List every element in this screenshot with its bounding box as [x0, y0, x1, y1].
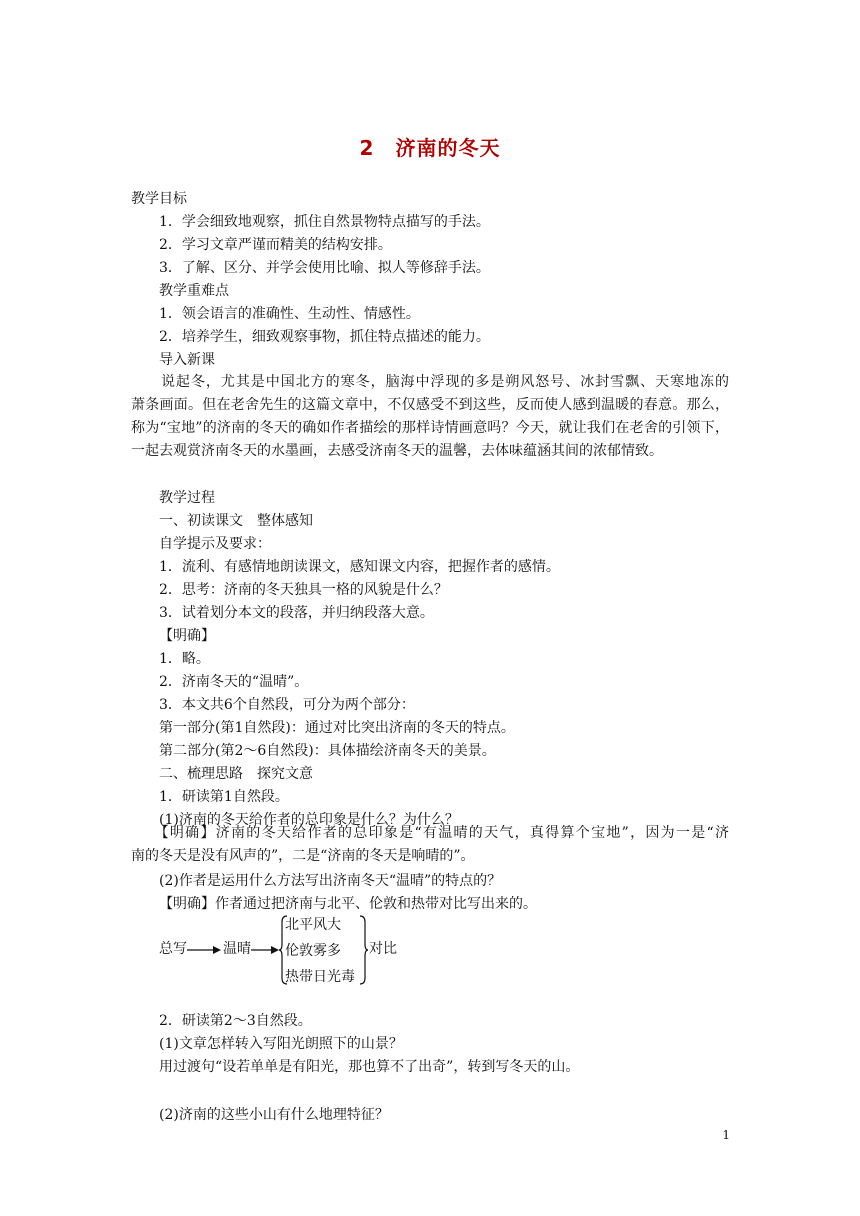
paragraph-line: 南的冬天是没有风声的”，二是“济南的冬天是响晴的”。	[131, 848, 475, 864]
text-line: 【明确】	[159, 628, 215, 644]
text-line: (2)作者是运用什么方法写出济南冬天“温晴”的特点的？	[159, 873, 502, 889]
text-line: 第二部分(第2～6自然段)：具体描绘济南冬天的美景。	[159, 743, 496, 759]
text-line: (2)济南的这些小山有什么地理特征？	[159, 1107, 389, 1123]
text-line: 3．试着划分本文的段落，并归纳段落大意。	[159, 605, 434, 621]
text-line: 1．略。	[159, 651, 210, 667]
text-line: 教学过程	[159, 490, 215, 506]
paragraph-line: 一起去观赏济南冬天的水墨画，去感受济南冬天的温馨，去体味蕴涵其间的浓郁情致。	[131, 443, 663, 459]
text-line: 1．学会细致地观察，抓住自然景物特点描写的手法。	[159, 214, 490, 230]
text-line: 第一部分(第1自然段)：通过对比突出济南的冬天的特点。	[159, 720, 515, 736]
diagram-right-label: 对比	[369, 941, 397, 957]
text-line: 2．思考：济南的冬天独具一格的风貌是什么？	[159, 582, 448, 598]
comparison-diagram	[159, 912, 419, 988]
diagram-middle-label: 温晴	[223, 941, 251, 957]
text-line: 2．培养学生，细致观察事物，抓住特点描述的能力。	[159, 329, 490, 345]
text-line: 用过渡句“设若单单是有阳光，那也算不了出奇”，转到写冬天的山。	[159, 1059, 580, 1075]
text-line: 教学重难点	[159, 283, 229, 299]
text-line: 1．研读第1自然段。	[159, 789, 289, 805]
text-line: 2．济南冬天的“温晴”。	[159, 674, 309, 690]
paragraph-line: 萧条画面。但在老舍先生的这篇文章中，不仅感受不到这些，反而使人感到温暖的春意。那么，	[131, 397, 729, 413]
text-line: 【明确】作者通过把济南与北平、伦敦和热带对比写出来的。	[159, 896, 537, 912]
text-line: (1)济南的冬天给作者的总印象是什么？为什么？	[159, 812, 459, 828]
text-line: 1．流利、有感情地朗读课文，感知课文内容，把握作者的感情。	[159, 559, 560, 575]
text-line: (1)文章怎样转入写阳光朗照下的山景？	[159, 1036, 403, 1052]
text-line: 2．研读第2～3自然段。	[159, 1013, 312, 1029]
right-brace-icon	[358, 914, 368, 986]
arrow-icon	[251, 944, 281, 956]
paragraph-line: 说起冬，尤其是中国北方的寒冬，脑海中浮现的多是朔风怒号、冰封雪飘、天寒地冻的	[131, 374, 729, 390]
text-line: 一、初读课文 整体感知	[159, 513, 313, 529]
text-line: 2．学习文章严谨而精美的结构安排。	[159, 237, 392, 253]
text-line: 二、梳理思路 探究文意	[159, 766, 313, 782]
text-line: 导入新课	[159, 352, 215, 368]
diagram-item: 热带日光毒	[285, 969, 355, 985]
text-line: 自学提示及要求：	[159, 536, 271, 552]
diagram-item: 北平风大	[285, 917, 341, 933]
paragraph-line: 称为“宝地”的济南的冬天的确如作者描绘的那样诗情画意吗？今天，就让我们在老舍的引领下，	[131, 420, 729, 436]
arrow-icon	[187, 944, 223, 956]
text-line: 3．本文共6个自然段，可分为两个部分：	[159, 697, 415, 713]
page-title: 2 济南的冬天	[359, 136, 501, 160]
page-number: 1	[722, 1128, 730, 1142]
diagram-left-label: 总写	[159, 941, 187, 957]
diagram-item: 伦敦雾多	[285, 943, 341, 959]
text-line: 1．领会语言的准确性、生动性、情感性。	[159, 306, 420, 322]
paragraph-line: 【明确】济南的冬天给作者的总印象是“有温晴的天气，真得算个宝地”，因为一是“济	[131, 825, 729, 841]
text-line: 教学目标	[131, 191, 187, 207]
text-line: 3．了解、区分、并学会使用比喻、拟人等修辞手法。	[159, 260, 490, 276]
